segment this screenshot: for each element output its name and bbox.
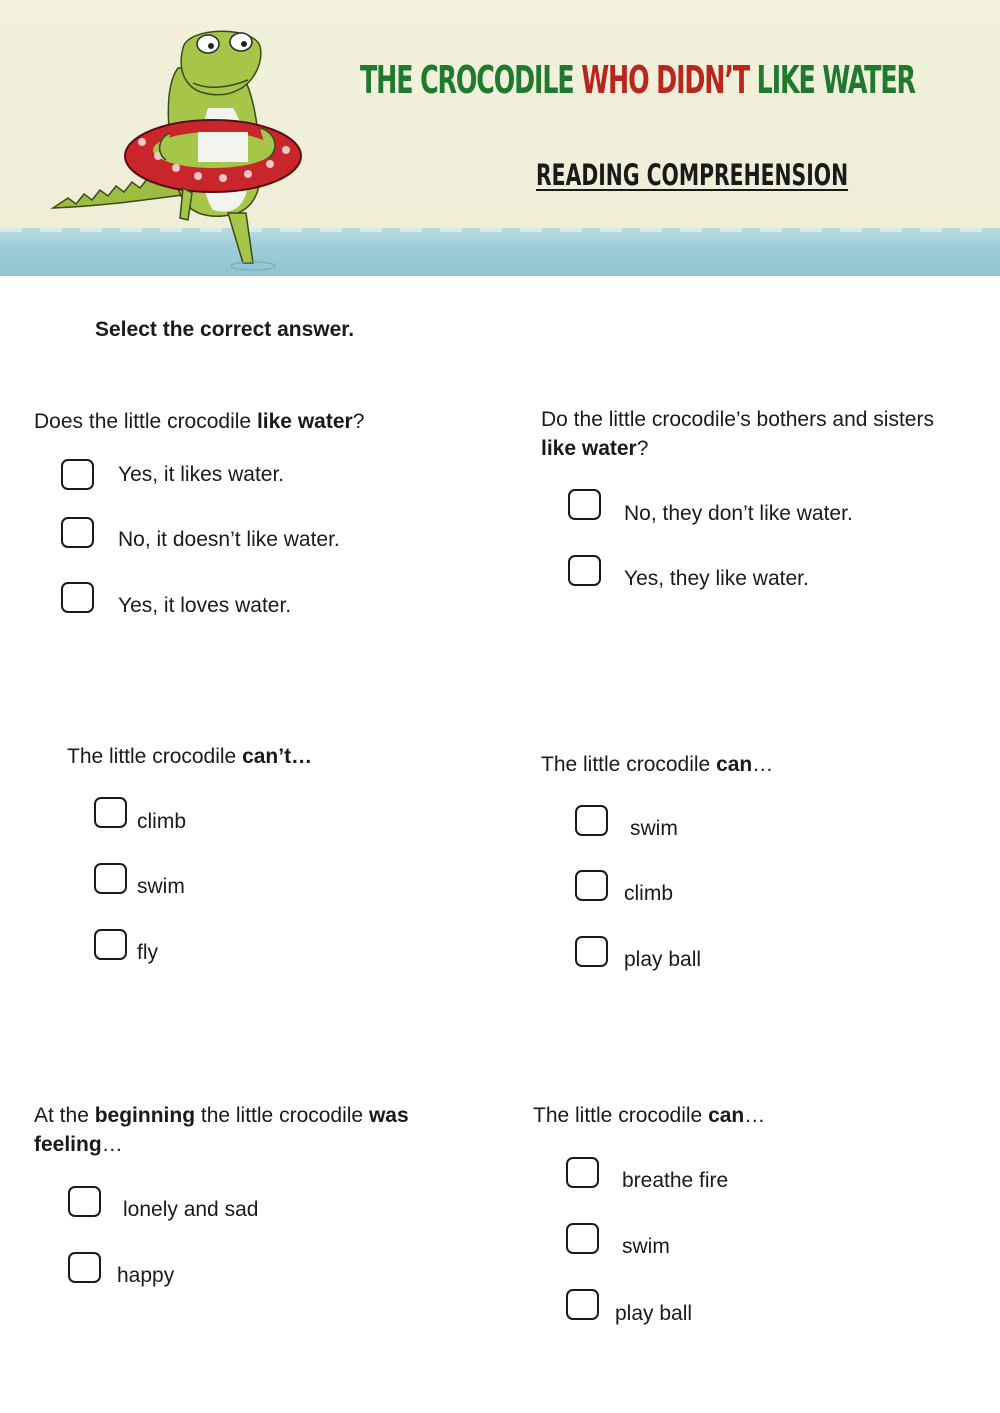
page-title: THE CROCODILE WHO DIDN’T LIKE WATER [360, 58, 915, 102]
question-5: At the beginning the little crocodile was feeling… [34, 1104, 409, 1156]
question-2: Do the little crocodile’s bothers and sisters like water? [541, 408, 934, 460]
checkbox[interactable] [568, 489, 601, 520]
checkbox[interactable] [575, 805, 608, 836]
question-4: The little crocodile can… [541, 753, 774, 776]
checkbox[interactable] [61, 517, 94, 548]
checkbox[interactable] [61, 582, 94, 613]
checkbox[interactable] [94, 929, 127, 960]
question-1: Does the little crocodile like water? [34, 410, 365, 433]
crocodile-illustration [48, 28, 318, 273]
checkbox[interactable] [68, 1252, 101, 1283]
instruction-text: Select the correct answer. [95, 318, 355, 341]
checkbox[interactable] [575, 936, 608, 967]
checkbox[interactable] [94, 797, 127, 828]
checkbox[interactable] [94, 863, 127, 894]
checkbox[interactable] [568, 555, 601, 586]
question-6: The little crocodile can… [533, 1104, 766, 1127]
checkbox[interactable] [575, 870, 608, 901]
checkbox[interactable] [61, 459, 94, 490]
header-banner [0, 0, 1000, 276]
checkbox[interactable] [566, 1223, 599, 1254]
question-3: The little crocodile can’t… [67, 745, 313, 768]
page-subtitle: READING COMPREHENSION [536, 158, 849, 192]
checkbox[interactable] [566, 1157, 599, 1188]
checkbox[interactable] [68, 1186, 101, 1217]
checkbox[interactable] [566, 1289, 599, 1320]
